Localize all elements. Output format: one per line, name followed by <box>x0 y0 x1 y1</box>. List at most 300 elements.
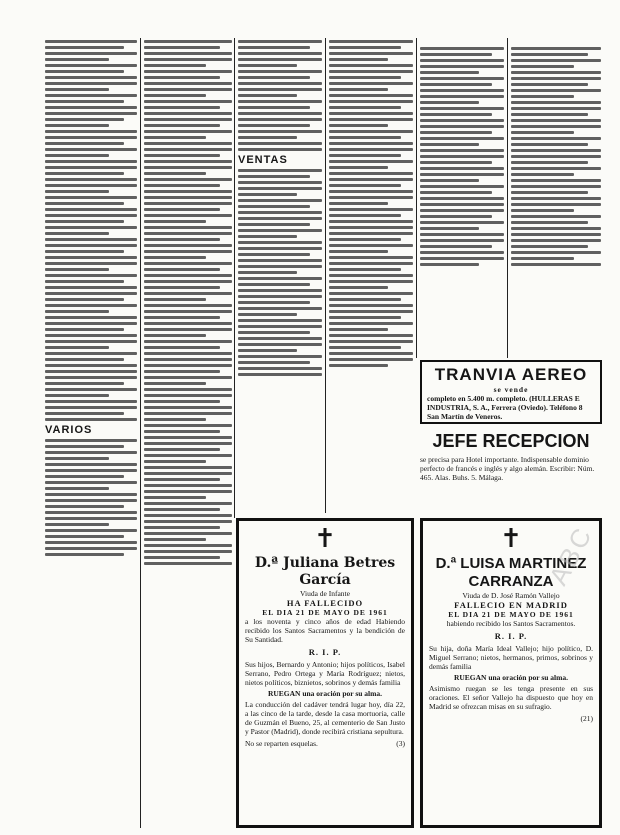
text-line <box>420 251 504 254</box>
text-line <box>329 304 413 307</box>
text-line <box>144 100 232 103</box>
text-line <box>329 268 401 271</box>
text-line <box>511 197 601 200</box>
text-line <box>511 167 601 170</box>
text-line <box>329 328 388 331</box>
text-line <box>420 131 492 134</box>
text-line <box>329 256 413 259</box>
text-line <box>511 113 588 116</box>
obituary-ref: (3) <box>396 739 405 748</box>
text-line <box>144 532 232 535</box>
text-line <box>329 76 401 79</box>
obituary-family: Su hija, doña María Ideal Vallejo; hijo político, D. Miguel Serrano; nietos, hermanos, primos, sobrinos y demás familia <box>429 644 593 671</box>
text-line <box>144 436 232 439</box>
text-line <box>511 203 601 206</box>
text-line <box>329 46 401 49</box>
text-line <box>329 118 413 121</box>
obituary-date: EL DIA 21 DE MAYO DE 1961 <box>262 608 388 617</box>
text-line <box>420 155 504 158</box>
text-line <box>329 106 401 109</box>
text-line <box>144 310 232 313</box>
ad-tranvia-aereo <box>420 360 602 424</box>
text-line <box>45 256 137 259</box>
text-line <box>238 241 322 244</box>
text-line <box>144 550 232 553</box>
text-line <box>45 154 109 157</box>
text-line <box>511 161 588 164</box>
text-line <box>45 286 137 289</box>
text-line <box>144 166 232 169</box>
text-line <box>144 514 232 517</box>
text-line <box>238 217 322 220</box>
text-line <box>238 70 322 73</box>
ad-jefe-text: se precisa para Hotel importante. Indispensable dominio perfecto de francés e inglés y algo alemán. Escribir: Núm. 465. Alas. Buhs. 5. Málaga. <box>420 455 595 482</box>
text-line <box>45 184 137 187</box>
text-line <box>144 286 220 289</box>
column-rule <box>416 38 417 358</box>
text-line <box>238 319 322 322</box>
text-line <box>144 424 232 427</box>
text-line <box>144 430 220 433</box>
text-line <box>45 262 137 265</box>
text-line <box>511 77 601 80</box>
text-line <box>238 181 322 184</box>
obituary-rip: R. I. P. <box>494 631 528 641</box>
text-line <box>238 277 322 280</box>
obituary-left <box>236 518 414 828</box>
text-line <box>238 307 322 310</box>
text-line <box>238 343 322 346</box>
text-line <box>329 178 413 181</box>
text-line <box>329 196 413 199</box>
text-line <box>238 331 310 334</box>
text-line <box>144 406 232 409</box>
text-line <box>144 136 206 139</box>
text-line <box>144 442 232 445</box>
text-line <box>144 196 232 199</box>
text-line <box>45 328 124 331</box>
text-line <box>45 298 124 301</box>
text-line <box>45 268 109 271</box>
text-line <box>420 179 479 182</box>
text-line <box>420 257 504 260</box>
text-line <box>511 149 601 152</box>
text-line <box>329 244 413 247</box>
obituary-subtitle: Viuda de Infante <box>300 589 350 598</box>
section-heading-varios: VARIOS <box>45 424 93 436</box>
text-line <box>329 202 388 205</box>
text-line <box>144 298 206 301</box>
text-line <box>45 160 137 163</box>
text-line <box>511 131 574 134</box>
text-line <box>144 508 220 511</box>
text-line <box>45 364 137 367</box>
text-line <box>238 349 297 352</box>
text-line <box>329 142 413 145</box>
text-line <box>329 340 413 343</box>
text-line <box>144 142 232 145</box>
text-line <box>238 64 297 67</box>
text-line <box>420 77 504 80</box>
obituary-status: HA FALLECIDO <box>286 598 364 608</box>
text-line <box>238 175 310 178</box>
column-rule <box>140 38 141 828</box>
column-rule <box>325 38 326 513</box>
text-line <box>144 376 232 379</box>
text-line <box>420 83 492 86</box>
text-line <box>238 112 322 115</box>
text-line <box>511 71 601 74</box>
text-line <box>329 232 413 235</box>
text-line <box>144 172 206 175</box>
text-line <box>511 209 574 212</box>
text-line <box>45 226 137 229</box>
text-line <box>45 523 109 526</box>
text-line <box>144 412 232 415</box>
text-line <box>144 292 232 295</box>
text-line <box>45 475 124 478</box>
text-line <box>144 496 206 499</box>
text-line <box>329 136 401 139</box>
text-line <box>144 478 220 481</box>
text-line <box>329 310 413 313</box>
text-line <box>45 100 124 103</box>
text-line <box>329 358 413 361</box>
text-line <box>238 271 297 274</box>
text-line <box>45 208 137 211</box>
text-line <box>238 325 322 328</box>
text-line <box>144 130 232 133</box>
text-line <box>144 358 232 361</box>
text-line <box>144 526 220 529</box>
text-line <box>144 382 206 385</box>
text-line <box>329 262 413 265</box>
text-line <box>329 172 413 175</box>
text-line <box>45 511 137 514</box>
text-line <box>144 94 206 97</box>
text-line <box>144 262 232 265</box>
text-line <box>45 340 137 343</box>
obituary-body: a los noventa y cinco años de edad Habiendo recibido los Santos Sacramentos y la bendición de Su Santidad. <box>245 617 405 644</box>
text-line <box>420 143 479 146</box>
text-line <box>511 173 574 176</box>
text-line <box>238 259 322 262</box>
text-line <box>329 298 401 301</box>
classifieds-column-4 <box>329 38 413 513</box>
text-line <box>329 82 413 85</box>
text-line <box>511 53 588 56</box>
text-line <box>238 94 297 97</box>
text-line <box>329 94 413 97</box>
text-line <box>238 193 297 196</box>
text-line <box>420 227 479 230</box>
text-line <box>144 232 232 235</box>
text-line <box>45 166 137 169</box>
text-line <box>511 101 601 104</box>
text-line <box>329 160 413 163</box>
text-line <box>144 280 232 283</box>
text-line <box>45 400 137 403</box>
text-line <box>45 46 124 49</box>
text-line <box>45 412 124 415</box>
text-line <box>45 280 124 283</box>
text-line <box>511 65 574 68</box>
text-line <box>45 463 137 466</box>
text-line <box>45 220 124 223</box>
text-line <box>511 239 601 242</box>
text-line <box>144 40 232 43</box>
text-line <box>238 187 322 190</box>
text-line <box>45 451 137 454</box>
text-line <box>45 292 137 295</box>
ad-tranvia-title: TRANVIA AEREO <box>434 365 588 384</box>
text-line <box>45 172 124 175</box>
text-line <box>329 100 413 103</box>
text-line <box>45 178 137 181</box>
text-line <box>238 124 310 127</box>
text-line <box>45 130 137 133</box>
text-line <box>420 89 504 92</box>
text-line <box>45 541 137 544</box>
text-line <box>238 295 322 298</box>
text-line <box>144 466 232 469</box>
text-line <box>238 46 310 49</box>
text-line <box>329 322 413 325</box>
text-line <box>238 52 322 55</box>
text-line <box>144 448 220 451</box>
cross-icon: ✝ <box>314 524 336 554</box>
text-line <box>238 283 310 286</box>
text-line <box>45 76 137 79</box>
text-line <box>511 137 601 140</box>
text-line <box>238 367 322 370</box>
text-line <box>144 148 232 151</box>
obituary-name-line-1: D.ª LUISA MARTINEZ <box>435 555 587 572</box>
text-line <box>144 538 206 541</box>
text-line <box>144 460 206 463</box>
text-line <box>45 406 137 409</box>
abc-watermark: ABC <box>542 520 599 590</box>
text-line <box>144 472 232 475</box>
text-line <box>144 208 220 211</box>
text-line <box>329 352 413 355</box>
text-line <box>144 490 232 493</box>
text-line <box>420 215 492 218</box>
text-line <box>329 226 413 229</box>
text-line <box>329 346 401 349</box>
classifieds-column-1 <box>45 38 137 828</box>
text-line <box>329 214 401 217</box>
text-line <box>329 184 401 187</box>
text-line <box>420 53 492 56</box>
text-line <box>45 547 137 550</box>
text-line <box>238 235 297 238</box>
text-line <box>420 203 504 206</box>
text-line <box>45 457 109 460</box>
text-line <box>329 286 388 289</box>
text-line <box>45 517 137 520</box>
text-line <box>144 112 232 115</box>
text-line <box>45 238 137 241</box>
text-line <box>144 118 232 121</box>
text-line <box>45 376 137 379</box>
text-line <box>238 355 322 358</box>
text-line <box>329 58 388 61</box>
text-line <box>144 238 220 241</box>
text-line <box>45 487 109 490</box>
text-line <box>45 322 137 325</box>
column-rule <box>234 38 235 518</box>
text-line <box>238 148 322 151</box>
text-line <box>144 160 232 163</box>
text-line <box>45 148 137 151</box>
text-line <box>45 250 124 253</box>
text-line <box>420 239 504 242</box>
text-line <box>420 65 504 68</box>
text-line <box>511 47 601 50</box>
obituary-date: EL DIA 21 DE MAYO DE 1961 <box>448 610 574 619</box>
text-line <box>144 388 232 391</box>
text-line <box>45 553 124 556</box>
text-line <box>144 394 232 397</box>
text-line <box>45 124 109 127</box>
text-line <box>329 220 413 223</box>
text-line <box>420 245 492 248</box>
text-line <box>144 520 232 523</box>
text-line <box>329 208 413 211</box>
text-line <box>144 304 232 307</box>
text-line <box>238 118 322 121</box>
text-line <box>329 280 413 283</box>
text-line <box>329 124 388 127</box>
text-line <box>144 562 232 565</box>
obituary-footer <box>245 739 405 748</box>
obituary-family: Sus hijos, Bernardo y Antonio; hijos políticos, Isabel Serrano, Pedro Ortega y María Rodríguez; nietos, nietos políticos, biznietos, sobrinos y demás familia <box>245 660 405 687</box>
text-line <box>45 316 137 319</box>
text-line <box>45 112 137 115</box>
text-line <box>511 119 601 122</box>
text-line <box>144 316 220 319</box>
text-line <box>45 370 137 373</box>
text-line <box>144 364 232 367</box>
text-line <box>45 352 137 355</box>
text-line <box>45 232 109 235</box>
text-line <box>45 388 137 391</box>
text-line <box>238 142 322 145</box>
text-line <box>238 82 322 85</box>
text-line <box>45 418 137 421</box>
text-line <box>45 40 137 43</box>
text-line <box>144 124 220 127</box>
text-line <box>329 316 401 319</box>
text-line <box>144 88 232 91</box>
text-line <box>144 214 232 217</box>
text-line <box>329 190 413 193</box>
text-line <box>144 184 220 187</box>
obituary-request: RUEGAN una oración por su alma. <box>453 673 569 682</box>
text-line <box>45 106 137 109</box>
text-line <box>238 106 310 109</box>
text-line <box>511 257 574 260</box>
text-line <box>420 119 504 122</box>
text-line <box>144 400 220 403</box>
text-line <box>144 274 232 277</box>
text-line <box>511 83 588 86</box>
text-line <box>45 469 137 472</box>
classifieds-column-2 <box>144 38 232 828</box>
text-line <box>329 64 413 67</box>
text-line <box>238 76 310 79</box>
text-line <box>144 70 232 73</box>
text-line <box>420 125 504 128</box>
text-line <box>420 173 504 176</box>
text-line <box>144 220 206 223</box>
text-line <box>329 250 388 253</box>
text-line <box>45 52 137 55</box>
text-line <box>144 454 232 457</box>
text-line <box>329 130 413 133</box>
text-line <box>238 199 322 202</box>
text-line <box>144 82 232 85</box>
text-line <box>45 214 137 217</box>
text-line <box>144 76 220 79</box>
text-line <box>329 238 401 241</box>
text-line <box>511 107 601 110</box>
text-line <box>45 118 124 121</box>
obituary-subtitle: Viuda de D. José Ramón Vallejo <box>462 591 560 600</box>
text-line <box>238 136 297 139</box>
text-line <box>329 40 413 43</box>
text-line <box>511 125 601 128</box>
text-line <box>144 322 232 325</box>
text-line <box>329 334 413 337</box>
text-line <box>420 101 479 104</box>
text-line <box>144 352 232 355</box>
text-line <box>329 112 413 115</box>
text-line <box>420 95 504 98</box>
obituary-request: RUEGAN una oración por su alma. <box>267 689 383 698</box>
text-line <box>420 185 504 188</box>
text-line <box>420 107 504 110</box>
text-line <box>238 130 322 133</box>
text-line <box>238 373 322 376</box>
text-line <box>144 106 220 109</box>
text-line <box>144 52 232 55</box>
text-line <box>238 169 322 172</box>
text-line <box>144 226 232 229</box>
text-line <box>144 250 232 253</box>
text-line <box>420 113 492 116</box>
text-line <box>420 137 504 140</box>
text-line <box>420 191 492 194</box>
text-line <box>45 88 109 91</box>
classifieds-column-6 <box>511 45 601 353</box>
classifieds-column-5 <box>420 45 504 353</box>
text-line <box>238 313 297 316</box>
text-line <box>329 274 413 277</box>
text-line <box>45 274 137 277</box>
text-line <box>144 556 220 559</box>
text-line <box>238 88 322 91</box>
text-line <box>329 70 413 73</box>
text-line <box>45 196 137 199</box>
text-line <box>45 529 137 532</box>
text-line <box>329 292 413 295</box>
text-line <box>329 166 388 169</box>
text-line <box>329 148 413 151</box>
text-line <box>420 59 504 62</box>
text-line <box>238 289 322 292</box>
